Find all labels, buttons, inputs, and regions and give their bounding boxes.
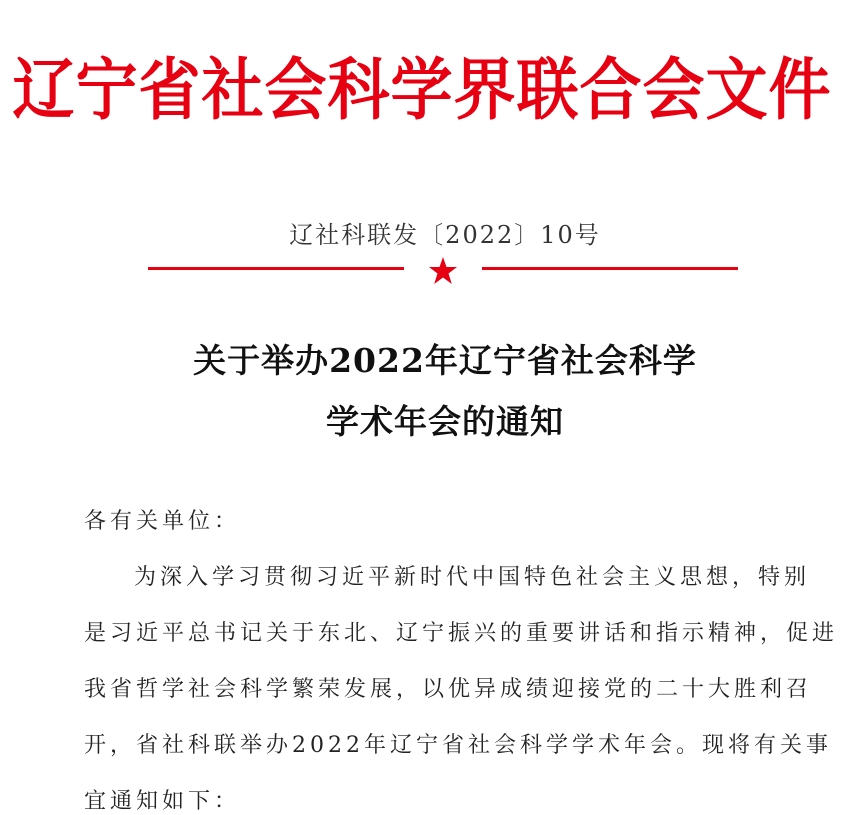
notice-title-line-1: 关于举办2022年辽宁省社会科学 bbox=[193, 341, 697, 380]
document-header-title: 辽宁省社会科学界联合会文件 bbox=[12, 50, 832, 130]
body-line-3: 我省哲学社会科学繁荣发展，以优异成绩迎接党的二十大胜利召 bbox=[84, 677, 813, 702]
body-line-1: 为深入学习贯彻习近平新时代中国特色社会主义思想，特别 bbox=[134, 565, 811, 590]
body-line-5: 宜通知如下： bbox=[84, 789, 241, 814]
divider-line-right bbox=[482, 267, 738, 270]
body-line-2: 是习近平总书记关于东北、辽宁振兴的重要讲话和指示精神，促进 bbox=[84, 621, 839, 646]
notice-title-line-2: 学术年会的通知 bbox=[326, 402, 564, 441]
divider-line-left bbox=[148, 267, 404, 270]
header-divider bbox=[148, 256, 738, 286]
star-icon bbox=[428, 256, 458, 286]
body-line-4: 开，省社科联举办2022年辽宁省社会科学学术年会。现将有关事 bbox=[84, 733, 832, 758]
greeting-line: 各有关单位： bbox=[84, 509, 241, 534]
document-number: 辽社科联发〔2022〕10号 bbox=[289, 221, 601, 249]
